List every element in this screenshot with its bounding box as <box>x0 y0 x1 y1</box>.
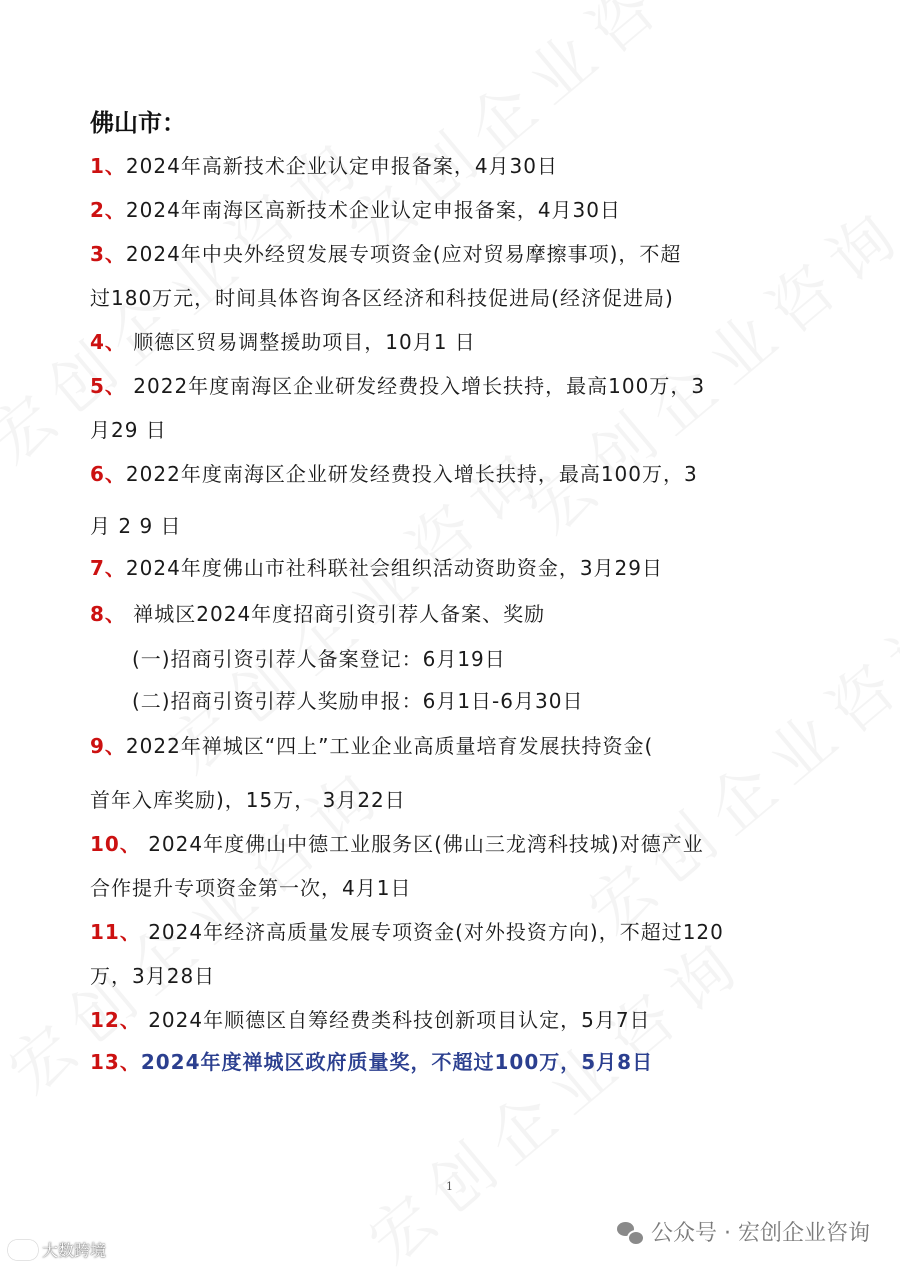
item-number: 8、 <box>90 602 126 626</box>
list-item <box>90 552 663 581</box>
list-item-continuation <box>90 872 411 901</box>
item-number: 1、 <box>90 154 126 178</box>
item-text: 月29 日 <box>90 418 167 442</box>
item-text: 2024年南海区高新技术企业认定申报备案，4月30日 <box>125 198 621 222</box>
list-item <box>90 458 698 487</box>
item-text: 2024年高新技术企业认定申报备案，4月30日 <box>125 154 558 178</box>
list-item <box>90 598 545 627</box>
list-item <box>90 238 681 267</box>
item-number: 12、 <box>90 1008 141 1032</box>
list-item <box>90 194 621 223</box>
list-item-continuation <box>90 784 406 813</box>
item-number: 5、 <box>90 374 126 398</box>
item-number: 3、 <box>90 242 126 266</box>
list-item <box>90 828 704 857</box>
item-text: 2024年度禅城区政府质量奖，不超过100万，5月8日 <box>140 1050 654 1074</box>
list-item <box>90 1004 651 1033</box>
list-item <box>90 916 724 945</box>
wechat-account-label <box>617 1216 870 1247</box>
list-item <box>90 150 558 179</box>
item-number: 11、 <box>90 920 141 944</box>
city-heading: 佛山市： <box>90 109 186 137</box>
item-text: 顺德区贸易调整援助项目，10月1 日 <box>125 330 476 354</box>
item-number: 13、 <box>90 1050 141 1074</box>
list-item-continuation <box>90 282 674 311</box>
list-item-continuation <box>90 510 182 539</box>
wechat-icon <box>617 1221 643 1243</box>
item-text: 过180万元，时间具体咨询各区经济和科技促进局(经济促进局) <box>90 286 674 310</box>
item-text: (二)招商引资引荐人奖励申报：6月1日-6月30日 <box>132 689 584 713</box>
page-number: 1 <box>446 1180 453 1193</box>
item-text: 2022年禅城区“四上”工业企业高质量培育发展扶持资金( <box>125 734 654 758</box>
list-item-continuation <box>90 414 167 443</box>
item-text: 万，3月28日 <box>90 964 216 988</box>
item-text: 禅城区2024年度招商引资引荐人备案、奖励 <box>125 602 546 626</box>
sub-item <box>132 685 583 714</box>
item-text: 月 2 9 日 <box>90 514 182 538</box>
item-number: 2、 <box>90 198 126 222</box>
item-text: 首年入库奖励)，15万， 3月22日 <box>90 788 406 812</box>
list-item-continuation <box>90 960 215 989</box>
item-text: 2024年中央外经贸发展专项资金(应对贸易摩擦事项)，不超 <box>125 242 682 266</box>
item-text: 2024年度佛山市社科联社会组织活动资助资金，3月29日 <box>125 556 663 580</box>
account-name: 公众号 · 宏创企业咨询 <box>651 1221 870 1246</box>
list-item <box>90 326 476 355</box>
item-number: 6、 <box>90 462 126 486</box>
item-text: 合作提升专项资金第一次，4月1日 <box>90 876 412 900</box>
brand-watermark <box>8 1238 106 1261</box>
brand-logo-icon <box>8 1240 38 1260</box>
item-text: 2022年度南海区企业研发经费投入增长扶持，最高100万，3 <box>125 462 698 486</box>
list-item <box>90 370 705 399</box>
item-text: 2024年度佛山中德工业服务区(佛山三龙湾科技城)对德产业 <box>140 832 704 856</box>
item-text: 2024年经济高质量发展专项资金(对外投资方向)，不超过120 <box>140 920 724 944</box>
item-text: 2024年顺德区自筹经费类科技创新项目认定，5月7日 <box>140 1008 651 1032</box>
item-number: 7、 <box>90 556 126 580</box>
item-text: (一)招商引资引荐人备案登记：6月19日 <box>132 647 506 671</box>
item-number: 9、 <box>90 734 126 758</box>
sub-item <box>132 643 506 672</box>
list-item <box>90 730 653 759</box>
list-item-highlighted <box>90 1046 653 1075</box>
brand-name: 大数跨境 <box>42 1241 107 1260</box>
item-number: 4、 <box>90 330 126 354</box>
item-number: 10、 <box>90 832 141 856</box>
item-text: 2022年度南海区企业研发经费投入增长扶持，最高100万，3 <box>125 374 706 398</box>
